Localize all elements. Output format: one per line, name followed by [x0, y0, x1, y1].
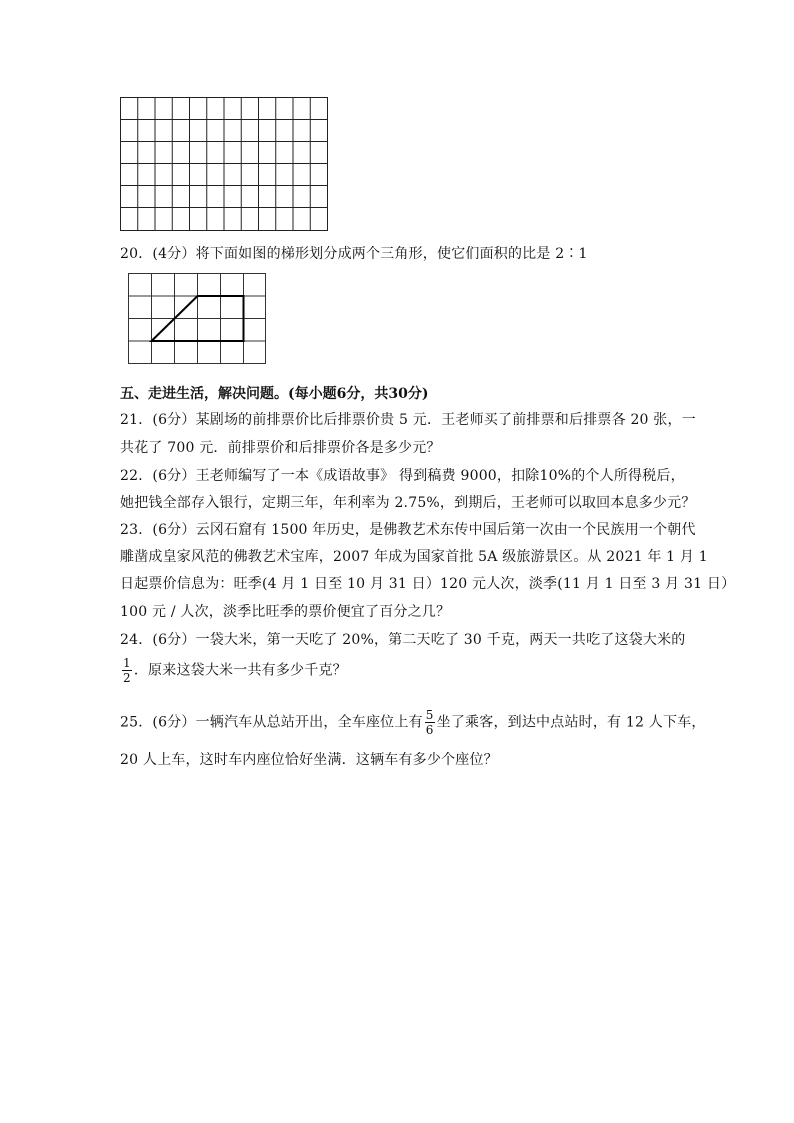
fraction-numerator: 5 — [425, 708, 434, 722]
question-22-line-1: 22．(6分）王老师编写了一本《成语故事》 得到稿费 9000，扣除10%的个人所得税后， — [120, 468, 685, 484]
question-23-line-1: 23．(6分）云冈石窟有 1500 年历史，是佛教艺术东传中国后第一次由一个民族用一个朝代 — [120, 522, 696, 538]
question-23-line-2: 雕凿成皇家风范的佛教艺术宝库，2007 年成为国家首批 5A 级旅游景区。从 2021 年 1 月 1 — [120, 549, 708, 565]
question-25-line-1-part-a: 25．(6分）一辆汽车从总站开出，全车座位上有 — [120, 714, 423, 731]
question-24-line-2 — [120, 656, 347, 685]
fraction-one-half — [122, 656, 132, 685]
question-25-line-2: 20 人上车，这时车内座位恰好坐满．这辆车有多少个座位？ — [120, 752, 498, 768]
question-23-line-4: 100 元 / 人次，淡季比旺季的票价便宜了百分之几？ — [120, 604, 451, 620]
question-24-line-2-text: ．原来这袋大米一共有多少千克？ — [133, 662, 347, 679]
question-23-line-3: 日起票价信息为：旺季(4 月 1 日至 10 月 31 日）120 元人次，淡季(11 月 1 日至 3 月 31 日） — [120, 576, 736, 592]
question-25-line-1 — [120, 708, 706, 737]
question-24-line-1: 24．(6分）一袋大米，第一天吃了 20%，第二天吃了 30 千克，两天一共吃了这袋大米的 — [120, 632, 686, 648]
section-five-title: 五、走进生活，解决问题。(每小题6分，共30分) — [120, 386, 429, 402]
question-21-line-2: 共花了 700 元．前排票价和后排票价各是多少元？ — [120, 440, 441, 456]
trapezoid-grid-figure — [128, 273, 268, 365]
question-22-line-2: 她把钱全部存入银行，定期三年，年利率为 2.75%，到期后，王老师可以取回本息多少元？ — [120, 495, 696, 511]
fraction-five-sixths — [425, 708, 435, 737]
question-20-text: 20．(4分）将下面如图的梯形划分成两个三角形，使它们面积的比是 2∶1 — [120, 246, 588, 262]
fraction-numerator: 1 — [123, 656, 131, 670]
fraction-denominator: 2 — [123, 671, 131, 685]
question-21-line-1: 21．(6分）某剧场的前排票价比后排票价贵 5 元．王老师买了前排票和后排票各 20 张，一 — [120, 412, 696, 428]
fraction-denominator: 6 — [425, 723, 434, 737]
question-25-line-1-part-b: 坐了乘客，到达中点站时，有 12 人下车， — [436, 714, 706, 731]
empty-grid — [120, 97, 330, 232]
